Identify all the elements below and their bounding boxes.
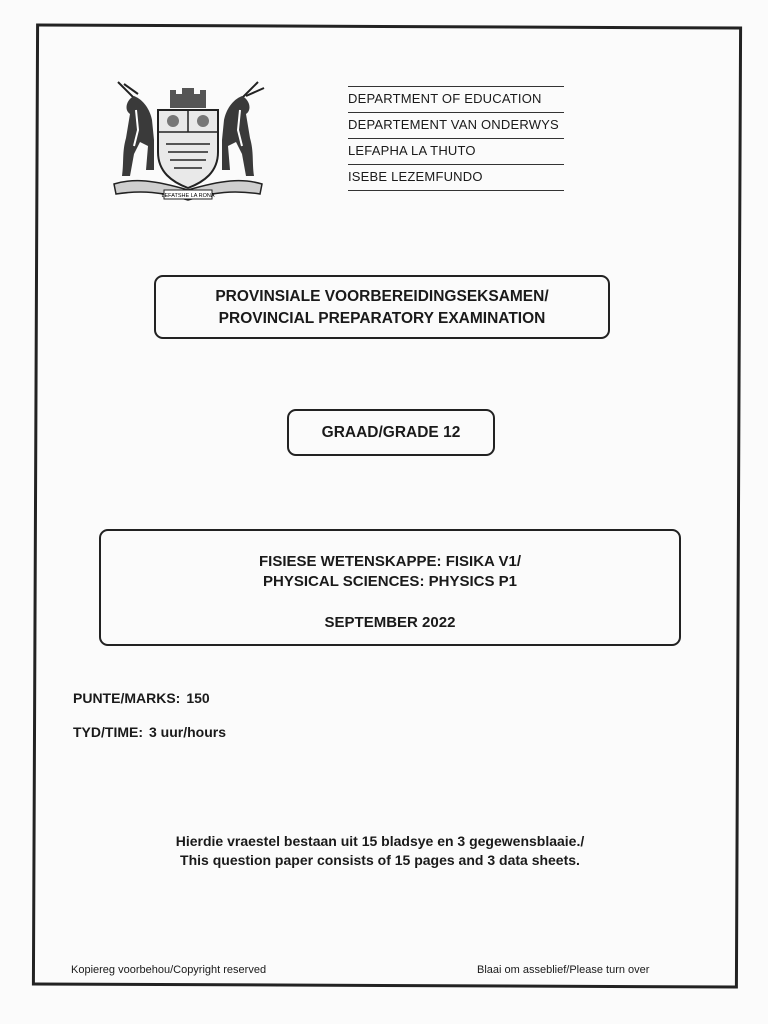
exam-title-en: PROVINCIAL PREPARATORY EXAMINATION: [218, 310, 546, 327]
copyright-footer: Kopiereg voorbehou/Copyright reserved: [71, 964, 267, 976]
exam-title-box: [154, 275, 610, 339]
time-label: TYD/TIME:: [73, 724, 143, 740]
subject-line-af: FISIESE WETENSKAPPE: FISIKA V1/: [259, 553, 521, 570]
marks-label: PUNTE/MARKS:: [73, 690, 181, 706]
svg-text:LEFATSHE LA RONA: LEFATSHE LA RONA: [161, 193, 215, 199]
exam-date: SEPTEMBER 2022: [324, 614, 456, 631]
subject-box: [99, 529, 681, 646]
department-name-en: DEPARTMENT OF EDUCATION: [348, 86, 564, 112]
grade-label: GRAAD/GRADE 12: [321, 424, 461, 441]
marks-value: 150: [186, 690, 210, 706]
page-count-note-en: This question paper consists of 15 pages and 3 data sheets.: [180, 852, 580, 868]
department-name-st: LEFAPHA LA THUTO: [348, 138, 564, 164]
page-count-note-af: Hierdie vraestel bestaan uit 15 bladsye en 3 gegewensblaaie./: [175, 833, 585, 849]
time-value: 3 uur/hours: [149, 724, 227, 740]
subject-line-en: PHYSICAL SCIENCES: PHYSICS P1: [263, 573, 517, 590]
page-count-note: [120, 832, 640, 870]
turn-over-footer: Blaai om asseblief/Please turn over: [477, 964, 650, 976]
department-name-xh: ISEBE LEZEMFUNDO: [348, 164, 564, 191]
department-names: [348, 86, 564, 191]
time-info: [73, 724, 226, 740]
exam-title-af: PROVINSIALE VOORBEREIDINGSEKSAMEN/: [215, 288, 549, 305]
grade-box: [287, 409, 495, 456]
coat-of-arms-logo: [104, 80, 272, 206]
marks-info: [73, 690, 210, 706]
department-name-af: DEPARTEMENT VAN ONDERWYS: [348, 112, 564, 138]
